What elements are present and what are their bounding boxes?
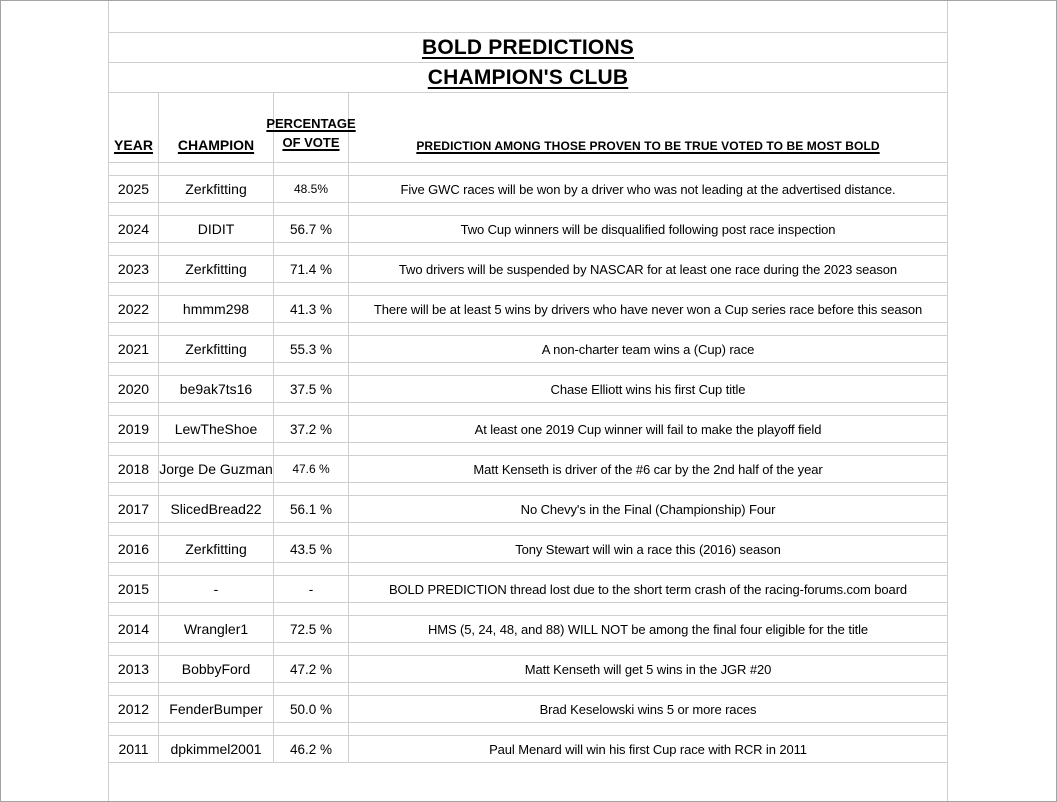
table-row bbox=[109, 656, 947, 683]
empty-cell bbox=[109, 483, 159, 495]
table-row bbox=[109, 416, 947, 443]
spreadsheet-grid bbox=[108, 1, 948, 801]
table-row bbox=[109, 376, 947, 403]
year-cell[interactable]: 2021 bbox=[109, 336, 159, 362]
empty-cell bbox=[109, 443, 159, 455]
empty-cell bbox=[274, 563, 349, 575]
table-row bbox=[109, 296, 947, 323]
year-cell[interactable]: 2013 bbox=[109, 656, 159, 682]
empty-cell bbox=[159, 243, 274, 255]
empty-cell bbox=[159, 603, 274, 615]
empty-cell bbox=[274, 723, 349, 735]
empty-cell bbox=[159, 403, 274, 415]
bottom-empty-area bbox=[109, 763, 947, 801]
champion-cell[interactable]: dpkimmel2001 bbox=[159, 736, 274, 762]
empty-cell bbox=[349, 323, 947, 335]
table-row bbox=[109, 616, 947, 643]
page-subtitle: CHAMPION'S CLUB bbox=[427, 65, 629, 89]
champion-cell[interactable]: LewTheShoe bbox=[159, 416, 274, 442]
empty-cell bbox=[159, 563, 274, 575]
empty-cell bbox=[349, 603, 947, 615]
percentage-cell[interactable]: 48.5% bbox=[274, 176, 349, 202]
empty-cell bbox=[159, 483, 274, 495]
spacer-row bbox=[109, 163, 947, 176]
empty-cell bbox=[159, 523, 274, 535]
empty-cell bbox=[159, 323, 274, 335]
prediction-cell[interactable]: HMS (5, 24, 48, and 88) WILL NOT be among the final four eligible for the title bbox=[427, 621, 869, 637]
spacer-row bbox=[109, 363, 947, 376]
prediction-cell[interactable]: Brad Keselowski wins 5 or more races bbox=[539, 701, 757, 717]
table-row bbox=[109, 496, 947, 523]
champion-header-label: CHAMPION bbox=[177, 137, 255, 153]
prediction-cell[interactable]: Two drivers will be suspended by NASCAR for at least one race during the 2023 season bbox=[398, 261, 898, 277]
page-title: BOLD PREDICTIONS bbox=[421, 35, 635, 59]
year-cell[interactable]: 2024 bbox=[109, 216, 159, 242]
percentage-cell[interactable]: 55.3 % bbox=[274, 336, 349, 362]
empty-cell bbox=[349, 203, 947, 215]
year-cell[interactable]: 2018 bbox=[109, 456, 159, 482]
prediction-cell[interactable]: Chase Elliott wins his first Cup title bbox=[550, 381, 746, 397]
prediction-cell[interactable]: Two Cup winners will be disqualified following post race inspection bbox=[460, 221, 836, 237]
spacer-row bbox=[109, 243, 947, 256]
year-cell[interactable]: 2011 bbox=[109, 736, 159, 762]
empty-cell bbox=[349, 443, 947, 455]
empty-cell bbox=[274, 483, 349, 495]
empty-cell bbox=[349, 483, 947, 495]
empty-cell bbox=[109, 523, 159, 535]
champion-column-header[interactable] bbox=[159, 93, 274, 162]
champion-cell[interactable]: SlicedBread22 bbox=[159, 496, 274, 522]
year-header-label: YEAR bbox=[114, 137, 153, 153]
spacer-row bbox=[109, 443, 947, 456]
prediction-cell[interactable]: There will be at least 5 wins by drivers who have never won a Cup series race before this season bbox=[373, 301, 923, 317]
empty-cell bbox=[349, 523, 947, 535]
empty-cell bbox=[159, 723, 274, 735]
percentage-cell[interactable]: 37.2 % bbox=[274, 416, 349, 442]
year-column-header[interactable] bbox=[109, 93, 159, 162]
percentage-cell[interactable]: 50.0 % bbox=[274, 696, 349, 722]
spacer-row bbox=[109, 563, 947, 576]
champion-cell[interactable]: Jorge De Guzman bbox=[159, 456, 274, 482]
year-cell[interactable]: 2023 bbox=[109, 256, 159, 282]
prediction-cell[interactable]: A non-charter team wins a (Cup) race bbox=[541, 341, 755, 357]
empty-cell bbox=[274, 363, 349, 375]
title-row-1 bbox=[109, 33, 947, 63]
table-row bbox=[109, 736, 947, 763]
champion-cell[interactable]: Zerkfitting bbox=[159, 536, 274, 562]
spacer-row bbox=[109, 723, 947, 736]
empty-cell bbox=[274, 443, 349, 455]
empty-cell bbox=[159, 283, 274, 295]
empty-cell bbox=[159, 443, 274, 455]
empty-cell bbox=[349, 723, 947, 735]
year-cell[interactable]: 2016 bbox=[109, 536, 159, 562]
empty-cell bbox=[109, 203, 159, 215]
table-row bbox=[109, 456, 947, 483]
champion-cell[interactable]: be9ak7ts16 bbox=[159, 376, 274, 402]
champion-cell[interactable]: DIDIT bbox=[159, 216, 274, 242]
year-cell[interactable]: 2020 bbox=[109, 376, 159, 402]
empty-cell bbox=[274, 603, 349, 615]
percentage-cell[interactable]: 56.7 % bbox=[274, 216, 349, 242]
prediction-cell[interactable]: No Chevy's in the Final (Championship) Four bbox=[520, 501, 776, 517]
spacer-row bbox=[109, 683, 947, 696]
year-cell[interactable]: 2014 bbox=[109, 616, 159, 642]
champion-cell[interactable]: Zerkfitting bbox=[159, 336, 274, 362]
year-cell[interactable]: 2015 bbox=[109, 576, 159, 602]
empty-cell bbox=[109, 683, 159, 695]
percentage-header-label: PERCENTAGE OF VOTE bbox=[266, 116, 356, 151]
empty-cell bbox=[109, 283, 159, 295]
year-cell[interactable]: 2022 bbox=[109, 296, 159, 322]
prediction-cell[interactable]: Paul Menard will win his first Cup race with RCR in 2011 bbox=[489, 741, 807, 757]
table-header-row bbox=[109, 93, 947, 163]
champion-cell[interactable]: Zerkfitting bbox=[159, 256, 274, 282]
spacer-row bbox=[109, 403, 947, 416]
table-row bbox=[109, 576, 947, 603]
empty-cell bbox=[274, 243, 349, 255]
champion-cell[interactable]: - bbox=[159, 576, 274, 602]
empty-cell bbox=[274, 323, 349, 335]
prediction-cell[interactable]: Matt Kenseth is driver of the #6 car by the 2nd half of the year bbox=[473, 461, 823, 477]
empty-cell bbox=[349, 563, 947, 575]
empty-cell bbox=[109, 563, 159, 575]
table-row bbox=[109, 256, 947, 283]
percentage-column-header[interactable] bbox=[266, 93, 356, 162]
spacer-row bbox=[109, 323, 947, 336]
empty-cell bbox=[109, 243, 159, 255]
prediction-column-header[interactable] bbox=[349, 93, 947, 162]
empty-cell bbox=[109, 363, 159, 375]
table-row bbox=[109, 216, 947, 243]
empty-cell bbox=[349, 243, 947, 255]
percentage-cell[interactable]: 72.5 % bbox=[274, 616, 349, 642]
percentage-cell[interactable]: 43.5 % bbox=[274, 536, 349, 562]
empty-cell bbox=[349, 363, 947, 375]
prediction-header-label: PREDICTION AMONG THOSE PROVEN TO BE TRUE VOTED TO BE MOST BOLD bbox=[416, 139, 880, 153]
table-row bbox=[109, 696, 947, 723]
year-cell[interactable]: 2017 bbox=[109, 496, 159, 522]
year-cell[interactable]: 2012 bbox=[109, 696, 159, 722]
percentage-cell[interactable]: 56.1 % bbox=[274, 496, 349, 522]
percentage-cell[interactable]: 47.6 % bbox=[274, 456, 349, 482]
spacer-row bbox=[109, 643, 947, 656]
empty-cell bbox=[109, 323, 159, 335]
empty-cell bbox=[274, 283, 349, 295]
champion-cell[interactable]: BobbyFord bbox=[159, 656, 274, 682]
empty-cell bbox=[349, 283, 947, 295]
champion-cell[interactable]: Zerkfitting bbox=[159, 176, 274, 202]
empty-cell bbox=[274, 163, 349, 175]
title-row-2 bbox=[109, 63, 947, 93]
spacer-row bbox=[109, 203, 947, 216]
empty-cell bbox=[109, 603, 159, 615]
table-row bbox=[109, 536, 947, 563]
table-row bbox=[109, 336, 947, 363]
empty-cell bbox=[159, 643, 274, 655]
empty-cell bbox=[274, 683, 349, 695]
empty-cell bbox=[109, 643, 159, 655]
empty-cell bbox=[349, 163, 947, 175]
champion-cell[interactable]: Wrangler1 bbox=[159, 616, 274, 642]
percentage-cell[interactable]: 46.2 % bbox=[274, 736, 349, 762]
empty-cell bbox=[159, 203, 274, 215]
percentage-cell[interactable]: - bbox=[274, 576, 349, 602]
empty-cell bbox=[159, 163, 274, 175]
champion-cell[interactable]: hmmm298 bbox=[159, 296, 274, 322]
top-spacer-row bbox=[109, 1, 947, 33]
empty-cell bbox=[109, 163, 159, 175]
prediction-cell[interactable]: At least one 2019 Cup winner will fail to make the playoff field bbox=[474, 421, 822, 437]
empty-cell bbox=[159, 683, 274, 695]
empty-cell bbox=[349, 643, 947, 655]
spacer-row bbox=[109, 483, 947, 496]
year-cell[interactable]: 2025 bbox=[109, 176, 159, 202]
prediction-cell[interactable]: BOLD PREDICTION thread lost due to the short term crash of the racing-forums.com board bbox=[388, 581, 908, 597]
empty-cell bbox=[159, 363, 274, 375]
prediction-cell[interactable]: Tony Stewart will win a race this (2016) season bbox=[515, 541, 781, 557]
empty-cell bbox=[274, 403, 349, 415]
prediction-cell[interactable]: Five GWC races will be won by a driver who was not leading at the advertised distance. bbox=[400, 181, 896, 197]
prediction-cell[interactable]: Matt Kenseth will get 5 wins in the JGR #20 bbox=[524, 661, 772, 677]
table-row bbox=[109, 176, 947, 203]
empty-cell bbox=[109, 403, 159, 415]
percentage-cell[interactable]: 37.5 % bbox=[274, 376, 349, 402]
year-cell[interactable]: 2019 bbox=[109, 416, 159, 442]
empty-cell bbox=[349, 683, 947, 695]
empty-cell bbox=[274, 203, 349, 215]
percentage-cell[interactable]: 71.4 % bbox=[274, 256, 349, 282]
champion-cell[interactable]: FenderBumper bbox=[159, 696, 274, 722]
percentage-cell[interactable]: 41.3 % bbox=[274, 296, 349, 322]
empty-cell bbox=[349, 403, 947, 415]
percentage-cell[interactable]: 47.2 % bbox=[274, 656, 349, 682]
spacer-row bbox=[109, 283, 947, 296]
empty-cell bbox=[274, 643, 349, 655]
empty-cell bbox=[109, 723, 159, 735]
spacer-row bbox=[109, 603, 947, 616]
spacer-row bbox=[109, 523, 947, 536]
empty-cell bbox=[274, 523, 349, 535]
